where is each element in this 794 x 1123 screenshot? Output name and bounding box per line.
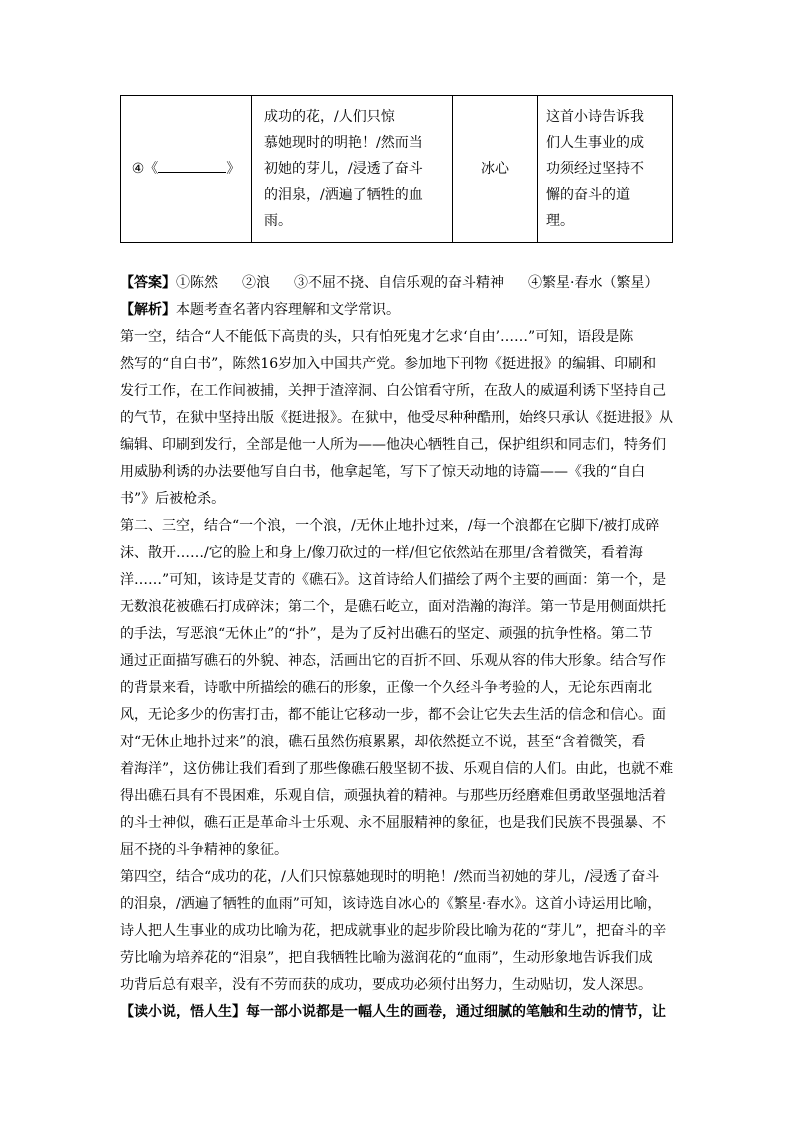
body-line: 第一空，结合“人不能低下高贵的头，只有怕死鬼才乞求‘自由’……”可知，语段是陈 bbox=[120, 329, 634, 345]
body-line: 无数浪花被礁石打成碎沫；第二个，是礁石屹立，面对浩瀚的海洋。第一节是用侧面烘托 bbox=[120, 599, 666, 615]
body-line: 屈不挠的斗争精神的象征。 bbox=[120, 842, 288, 858]
body-line: 沫、散开……/它的脸上和身上/像刀砍过的一样/但它依然站在那里/含着微笑，看着海 bbox=[120, 545, 643, 561]
poem-line: 成功的花，/人们只惊 bbox=[264, 109, 395, 125]
author-cell: 冰心 bbox=[453, 96, 538, 243]
body-line: 书”》后被枪杀。 bbox=[120, 491, 226, 507]
meaning-cell bbox=[538, 96, 673, 243]
answer-section bbox=[120, 270, 674, 1026]
poem-cell bbox=[252, 96, 453, 243]
body-line: 的斗士神似，礁石正是革命斗士乐观、永不屈服精神的象征，也是我们民族不畏强暴、不 bbox=[120, 815, 666, 831]
analysis-label: 【解析】 bbox=[120, 302, 176, 318]
answer-item: ④繁星·春水（繁星） bbox=[528, 275, 659, 291]
answer-item: ①陈然 bbox=[176, 275, 218, 291]
body-line: 诗人把人生事业的成功比喻为花，把成就事业的起步阶段比喻为花的“芽儿”，把奋斗的辛 bbox=[120, 923, 667, 939]
body-line: 用威胁利诱的办法要他写自白书，他拿起笔，写下了惊天动地的诗篇——《我的“自白 bbox=[120, 464, 646, 480]
body-line: 的背景来看，诗歌中所描绘的礁石的形象，正像一个久经斗争考验的人，无论东西南北 bbox=[120, 680, 652, 696]
analysis-intro: 本题考查名著内容理解和文学常识。 bbox=[176, 302, 400, 318]
body-line: 劳比喻为培养花的“泪泉”，把自我牺牲比喻为滋润花的“血雨”，生动形象地告诉我们成 bbox=[120, 950, 653, 966]
poem-line: 的泪泉，/洒遍了牺牲的血 bbox=[264, 187, 423, 203]
body-line: 功背后总有艰辛，没有不劳而获的成功，要成功必须付出努力，生动贴切，发人深思。 bbox=[120, 977, 652, 993]
title-cell bbox=[121, 96, 252, 243]
poem-line: 初她的芽儿，/浸透了奋斗 bbox=[264, 161, 423, 177]
answer-label: 【答案】 bbox=[120, 275, 176, 291]
body-line: 然写的“自白书”，陈然16岁加入中国共产党。参加地下刊物《挺进报》的编辑、印刷和 bbox=[120, 356, 657, 372]
meaning-line: 们人生事业的成 bbox=[546, 135, 644, 151]
title-blank bbox=[158, 158, 226, 173]
answer-item: ③不屈不挠、自信乐观的奋斗精神 bbox=[294, 275, 504, 291]
meaning-line: 懈的奋斗的道 bbox=[546, 187, 630, 203]
table-row bbox=[121, 96, 673, 243]
body-line: 对“无休止地扑过来”的浪，礁石虽然伤痕累累，却依然挺立不说，甚至“含着微笑，看 bbox=[120, 734, 646, 750]
title-prefix: ④《 bbox=[131, 161, 159, 177]
body-line: 编辑、印刷到发行，全部是他一人所为——他决心牺牲自己，保护组织和同志们，特务们 bbox=[120, 437, 666, 453]
body-line: 的手法，写恶浪“无休止”的“扑”，是为了反衬出礁石的坚定、顽强的抗争性格。第二节 bbox=[120, 626, 653, 642]
body-line: 得出礁石具有不畏困难，乐观自信，顽强执着的精神。与那些历经磨难但勇敢坚强地活着 bbox=[120, 788, 666, 804]
poem-line: 慕她现时的明艳！/然而当 bbox=[264, 135, 423, 151]
body-line: 风，无论多少的伤害打击，都不能让它移动一步，都不会让它失去生活的信念和信心。面 bbox=[120, 707, 666, 723]
body-line: 洋……”可知，该诗是艾青的《礁石》。这首诗给人们描绘了两个主要的画面：第一个，是 bbox=[120, 572, 667, 588]
body-line: 通过正面描写礁石的外貌、神态，活画出它的百折不回、乐观从容的伟大形象。结合写作 bbox=[120, 653, 666, 669]
section-heading-line: 【读小说，悟人生】每一部小说都是一幅人生的画卷，通过细腻的笔触和生动的情节，让 bbox=[120, 1004, 666, 1020]
poem-line: 雨。 bbox=[264, 213, 292, 229]
body-line: 第四空，结合“成功的花，/人们只惊慕她现时的明艳！/然而当初她的芽儿，/浸透了奋斗 bbox=[120, 869, 660, 885]
answer-item: ②浪 bbox=[242, 275, 270, 291]
title-suffix: 》 bbox=[226, 161, 241, 177]
analysis-line bbox=[120, 297, 674, 324]
meaning-line: 功须经过坚持不 bbox=[546, 161, 644, 177]
body-line: 着海洋”，这仿佛让我们看到了那些像礁石般坚韧不拔、乐观自信的人们。由此，也就不难 bbox=[120, 761, 674, 777]
body-line: 发行工作，在工作间被捕，关押于渣滓洞、白公馆看守所，在敌人的威逼利诱下坚持自己 bbox=[120, 383, 666, 399]
question-table bbox=[120, 95, 673, 243]
meaning-line: 这首小诗告诉我 bbox=[546, 109, 644, 125]
answer-line bbox=[120, 270, 674, 297]
body-line: 第二、三空，结合“一个浪，一个浪，/无休止地扑过来，/每一个浪都在它脚下/被打成碎 bbox=[120, 518, 660, 534]
body-line: 的泪泉，/洒遍了牺牲的血雨”可知，该诗选自冰心的《繁星·春水》。这首小诗运用比喻， bbox=[120, 896, 662, 912]
body-line: 的气节，在狱中坚持出版《挺进报》。在狱中，他受尽种种酷刑，始终只承认《挺进报》从 bbox=[120, 410, 673, 426]
meaning-line: 理。 bbox=[546, 213, 574, 229]
